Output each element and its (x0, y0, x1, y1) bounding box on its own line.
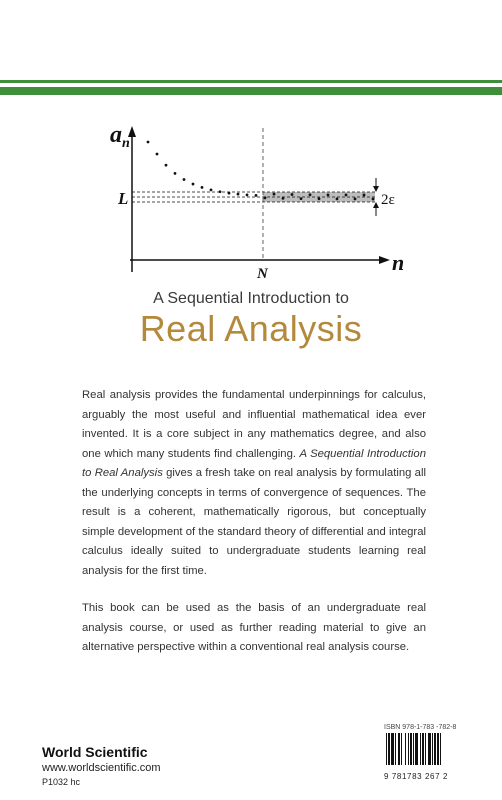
barcode-bar (415, 733, 418, 765)
convergence-figure (100, 112, 405, 282)
sequence-point (327, 193, 330, 196)
x-axis-label: n (392, 250, 405, 275)
barcode-bar (440, 733, 441, 765)
sequence-point (282, 197, 285, 200)
barcode-bar (398, 733, 400, 765)
sequence-point (255, 194, 258, 197)
sequence-point (183, 178, 186, 181)
ean-digits: 9 781783 267 2 (384, 772, 449, 781)
barcode-bar (428, 733, 431, 765)
band-arrowhead-bottom (373, 202, 379, 208)
sequence-point (372, 198, 375, 201)
sequence-point (291, 193, 294, 196)
barcode-bar (391, 733, 394, 765)
description-paragraph-1: Real analysis provides the fundamental underpinnings for calculus, arguably the most useful and influential mathematical idea ever invented. It is a core subject in any mathematics degree, and also one which many students find challenging. A Sequential Introduction to Real Analysis gives a fresh take on real analysis by formulating all the underlying concepts in terms of convergence of sequences. The result is a coherent, mathematically rigorous, but conceptually simple development of the standard theory of differential and integral calculus ideally suited to undergraduate students learning real analysis for the first time. (82, 389, 426, 577)
barcode-bar (386, 733, 387, 765)
book-subtitle: A Sequential Introduction to (153, 290, 349, 307)
book-description (82, 386, 426, 676)
sequence-point (264, 196, 267, 199)
publisher-block (42, 744, 161, 787)
index-label: N (257, 266, 268, 282)
publisher-name: World Scientific (42, 744, 148, 760)
barcode-bar (413, 733, 414, 765)
barcode-bar (410, 733, 412, 765)
sequence-point (300, 197, 303, 200)
sequence-point (354, 198, 357, 201)
sequence-point (336, 197, 339, 200)
product-code: P1032 hc (42, 777, 81, 787)
x-axis-arrow (379, 256, 390, 264)
sequence-point (237, 193, 240, 196)
sequence-point (228, 192, 231, 195)
sequence-point (201, 186, 204, 189)
band-arrowhead-top (373, 186, 379, 192)
sequence-point (165, 164, 168, 167)
barcode-bar (425, 733, 426, 765)
barcode-bar (405, 733, 406, 765)
band-label: 2ε (381, 192, 395, 208)
inline-book-title: A Sequential Introduction to Real Analysis (82, 447, 426, 479)
sequence-points (147, 141, 375, 201)
sequence-point (147, 141, 150, 144)
sequence-point (363, 194, 366, 197)
sequence-point (156, 153, 159, 156)
sequence-point (219, 190, 222, 193)
sequence-point (210, 188, 213, 191)
isbn-text: ISBN 978-1-783 -782-8 (384, 724, 457, 731)
sequence-point (273, 193, 276, 196)
barcode-bar (395, 733, 396, 765)
barcode-bar (434, 733, 436, 765)
barcode-bar (388, 733, 390, 765)
barcode-bar (437, 733, 439, 765)
barcode-bar (408, 733, 409, 765)
limit-label: L (118, 189, 129, 208)
sequence-point (345, 194, 348, 197)
barcode-area (384, 724, 462, 781)
barcode-icon (384, 731, 462, 767)
top-stripe-thin (0, 80, 502, 83)
barcode-bar (401, 733, 402, 765)
sequence-point (246, 193, 249, 196)
barcode-bar (422, 733, 424, 765)
top-stripe-thick (0, 87, 502, 95)
book-title: Real Analysis (139, 308, 363, 349)
sequence-point (318, 197, 321, 200)
barcode-bar (420, 733, 421, 765)
publisher-url[interactable]: www.worldscientific.com (42, 762, 161, 774)
y-axis-label: $a_n$ (110, 122, 130, 151)
description-paragraph-2: This book can be used as the basis of an undergraduate real analysis course, or used as further reading material to give an alternative perspective within a conventional real analysis course. (82, 602, 426, 653)
sequence-point (309, 193, 312, 196)
sequence-point (174, 172, 177, 175)
sequence-point (192, 183, 195, 186)
barcode-bar (432, 733, 433, 765)
